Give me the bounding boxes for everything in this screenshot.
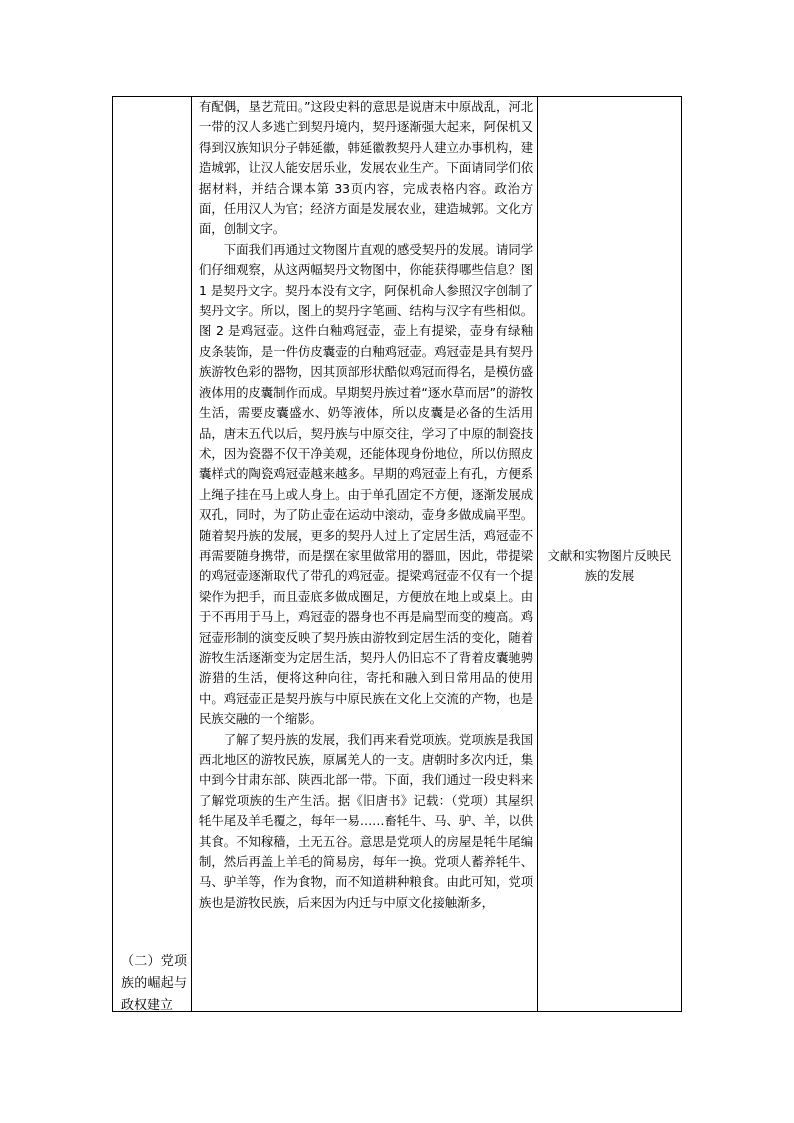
- teaching-content: [192, 97, 537, 913]
- section-title-cell: [113, 97, 192, 1012]
- teaching-content-cell: [192, 97, 538, 1012]
- paragraph: 了解了契丹族的发展，我们再来看党项族。党项族是我国西北地区的游牧民族，原属羌人的一支。唐朝时多次内迁，集中到今甘肃东部、陕西北部一带。下面，我们通过一段史料来了解党项族的生产生活。据《旧唐书》记载：（党项）其屋织牦牛尾及羊毛覆之，每年一易……畜牦牛、马、驴、羊，以供其食。不知稼穑，土无五谷。意思是党项人的房屋是牦牛尾编制，然后再盖上羊毛的简易房，每年一换。党项人蓄养牦牛、马、驴羊等，作为食物，而不知道耕种粮食。由此可知，党项族也是游牧民族，后来因为内迁与中原文化接触渐多，: [199, 731, 533, 910]
- table-row: [113, 97, 682, 1012]
- lesson-plan-table: [112, 96, 682, 1012]
- paragraph: 有配偶，垦艺荒田。”这段史料的意思是说唐末中原战乱，河北一带的汉人多逃亡到契丹境内，契丹逐渐强大起来，阿保机又得到汉族知识分子韩延徽，韩延徽教契丹人建立办事机构，建造城郭，让汉人能安居乐业，发展农业生产。下面请同学们依据材料，并结合课本第 33页内容，完成表格内容。政治方面，任用汉人为官；经济方面是发展农业，建造城郭。文化方面，创制文字。: [199, 99, 533, 237]
- section-title: （二）党项族的崛起与政权建立: [121, 954, 187, 1013]
- design-intent-cell: [538, 97, 682, 1012]
- design-intent: 文献和实物图片反映民族的发展: [547, 547, 672, 583]
- paragraph: 下面我们再通过文物图片直观的感受契丹的发展。请同学们仔细观察，从这两幅契丹文物图中，你能获得哪些信息？图 1 是契丹文字。契丹本没有文字，阿保机命人参照汉字创制了契丹文字。所以，图上的契丹字笔画、结构与汉字有些相似。图 2 是鸡冠壶。这件白釉鸡冠壶，壶上有提梁，壶身有绿釉皮条装饰，是一件仿皮囊壶的白釉鸡冠壶。鸡冠壶是具有契丹族游牧色彩的器物，因其顶部形状酷似鸡冠而得名，是模仿盛液体用的皮囊制作而成。早期契丹族过着“逐水草而居”的游牧生活，需要皮囊盛水、奶等液体，所以皮囊是必备的生活用品，唐末五代以后，契丹族与中原交往，学习了中原的制瓷技术，因为瓷器不仅干净美观，还能体现身份地位，所以仿照皮囊样式的陶瓷鸡冠壶越来越多。早期的鸡冠壶上有孔，方便系上绳子挂在马上或人身上。由于单孔固定不方便，逐渐发展成双孔，同时，为了防止壶在运动中滚动，壶身多做成扁平型。随着契丹族的发展，更多的契丹人过上了定居生活，鸡冠壶不再需要随身携带，而是摆在家里做常用的器皿，因此，带提梁的鸡冠壶逐渐取代了带孔的鸡冠壶。提梁鸡冠壶不仅有一个提梁作为把手，而且壶底多做成圈足，方便放在地上或桌上。由于不再用于马上，鸡冠壶的器身也不再是扁型而变的瘦高。鸡冠壶形制的演变反映了契丹族由游牧到定居生活的变化，随着游牧生活逐渐变为定居生活，契丹人仍旧忘不了背着皮囊驰骋游猎的生活，便将这种向往，寄托和融入到日常用品的使用中。鸡冠壶正是契丹族与中原民族在文化上交流的产物，也是民族交融的一个缩影。: [199, 241, 533, 727]
